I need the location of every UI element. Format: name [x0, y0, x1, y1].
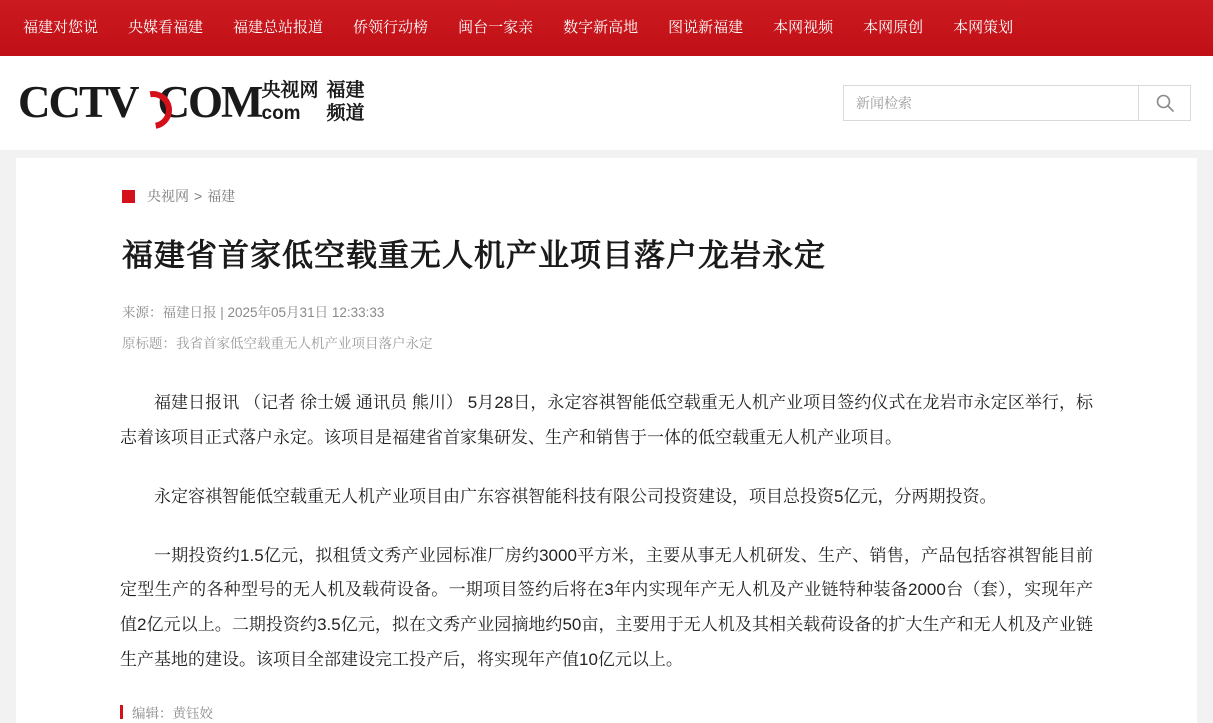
article-container [16, 158, 1197, 723]
search-box[interactable] [843, 85, 1191, 121]
article-paragraph: 福建日报讯 （记者 徐士媛 通讯员 熊川） 5月28日，永定容祺智能低空载重无人机产业项目签约仪式在龙岩市永定区举行，标志着该项目正式落户永定。该项目是福建省首家集研发、生产和销售于一体的低空载重无人机产业项目。 [120, 393, 1093, 447]
logo-channel-line1: 福建 [326, 79, 365, 101]
cctv-wordmark [18, 77, 262, 127]
nav-item-3[interactable]: 侨领行动榜 [353, 19, 429, 36]
site-logo[interactable] [18, 77, 365, 127]
logo-channel-line2: 频道 [326, 102, 365, 124]
nav-item-4[interactable]: 闽台一家亲 [458, 19, 534, 36]
article-body [120, 386, 1093, 678]
breadcrumb [122, 186, 1163, 206]
article-paragraph: 一期投资约1.5亿元，拟租赁文秀产业园标准厂房约3000平方米，主要从事无人机研发、生产、销售，产品包括容祺智能目前定型生产的各种型号的无人机及载荷设备。一期项目签约后将在3年内实现年产无人机及产业链特种装备2000台（套），实现年产值2亿元以上。二期投资约3.5亿元，拟在文秀产业园摘地约50亩，主要用于无人机及其相关载荷设备的扩大生产和无人机及产业链生产基地的建设。该项目全部建设完工投产后，将实现年产值10亿元以上。 [120, 545, 1093, 670]
logo-chinese-block [262, 80, 365, 126]
nav-item-7[interactable]: 本网视频 [773, 19, 834, 36]
nav-item-8[interactable]: 本网原创 [863, 19, 924, 36]
top-navigation-bar [0, 0, 1213, 56]
search-icon [1154, 92, 1176, 114]
nav-item-0[interactable]: 福建对您说 [23, 19, 99, 36]
editor-name: 黄钰姣 [172, 705, 213, 721]
cctv-arc-icon [132, 90, 162, 120]
nav-item-9[interactable]: 本网策划 [953, 19, 1014, 36]
logo-cn-line1: 央视网 [261, 79, 319, 101]
original-title-text: 我省首家低空载重无人机产业项目落户永定 [176, 336, 433, 351]
article-editor [120, 702, 1163, 722]
breadcrumb-root-link[interactable]: 央视网 [147, 188, 189, 204]
logo-cn-line2: com [261, 102, 301, 124]
article-meta: 来源：福建日报 | 2025年05月31日 12:33:33 [122, 305, 385, 320]
editor-bar-icon [120, 705, 123, 719]
original-title-label: 原标题： [122, 336, 176, 351]
logo-cctv-text: CCTV [18, 77, 138, 127]
search-input[interactable] [844, 86, 1138, 120]
page-body [0, 150, 1213, 723]
site-header [0, 56, 1213, 150]
logo-com-text: COM [157, 77, 262, 127]
nav-item-1[interactable]: 央媒看福建 [128, 19, 204, 36]
nav-item-6[interactable]: 图说新福建 [668, 19, 744, 36]
original-title [122, 332, 1163, 352]
editor-label: 编辑： [132, 705, 173, 721]
nav-item-2[interactable]: 福建总站报道 [233, 19, 324, 36]
breadcrumb-separator: > [194, 188, 203, 204]
nav-item-5[interactable]: 数字新高地 [563, 19, 639, 36]
search-button[interactable] [1138, 86, 1190, 120]
article-paragraph: 永定容祺智能低空载重无人机产业项目由广东容祺智能科技有限公司投资建设，项目总投资5亿元，分两期投资。 [154, 486, 997, 506]
page-title: 福建省首家低空载重无人机产业项目落户龙岩永定 [122, 238, 826, 273]
breadcrumb-current-link[interactable]: 福建 [207, 188, 236, 204]
breadcrumb-square-icon [122, 190, 135, 203]
